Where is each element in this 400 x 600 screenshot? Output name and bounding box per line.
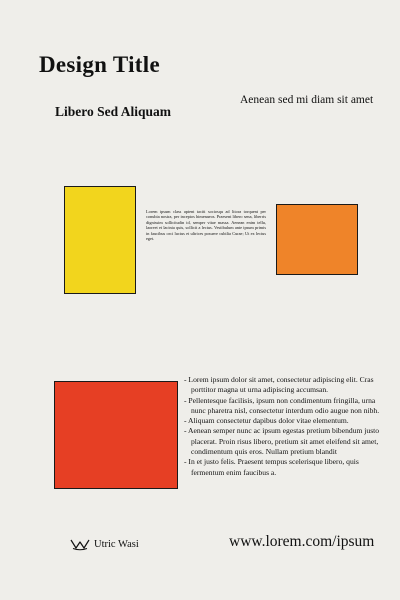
bullet-item: - Aenean semper nunc ac ipsum egestas pretium bibendum justo placerat. Proin risus libero, pretium sit amet eleifend sit amet, condimentum quis eros. Nullam pretium blandit [184, 426, 380, 457]
bullet-item: - In et justo felis. Praesent tempus scelerisque libero, quis fermentum enim faucibus a. [184, 457, 359, 477]
brand-name: Utric Wasi [94, 538, 139, 550]
bullet-item: - Pellentesque facilisis, ipsum non condimentum fringilla, urna nunc pharetra nisl, consectetur interdum odio augue non nibh. [184, 395, 380, 415]
orange-block [276, 204, 358, 275]
bullet-item: - Lorem ipsum dolor sit amet, consectetur adipiscing elit. Cras porttitor magna ut urna adipiscing accumsan. [184, 375, 374, 395]
poster-title: Design Title [39, 52, 160, 77]
crown-wave-logo-icon [70, 537, 90, 551]
yellow-block [64, 186, 136, 294]
bullet-list [184, 375, 384, 478]
brand [70, 537, 139, 551]
poster-subtitle: Libero Sed Aliquam [55, 104, 172, 119]
red-block [54, 381, 178, 489]
poster-tagline: Aenean sed mi diam sit amet [240, 94, 374, 106]
small-paragraph: Lorem ipsum class aptent taciti sociosqu ad litora torquent per conubia nostra, per inceptos himenaeos. Praesent libero sena, liberris dignissim sollicitudin id, semper vitae massa. Aenean enim tellu, laoreet et lacinia quis, sollicit a lectus. Vestibulum ante ipsum primis in faucibus orci luctus et ultrices posuere cubilia Curae; Ut ex lectus eget. [146, 209, 266, 242]
website-url[interactable]: www.lorem.com/ipsum [229, 533, 375, 550]
bullet-item: - Aliquam consectetur dapibus dolor vitae elementum. [184, 416, 349, 426]
